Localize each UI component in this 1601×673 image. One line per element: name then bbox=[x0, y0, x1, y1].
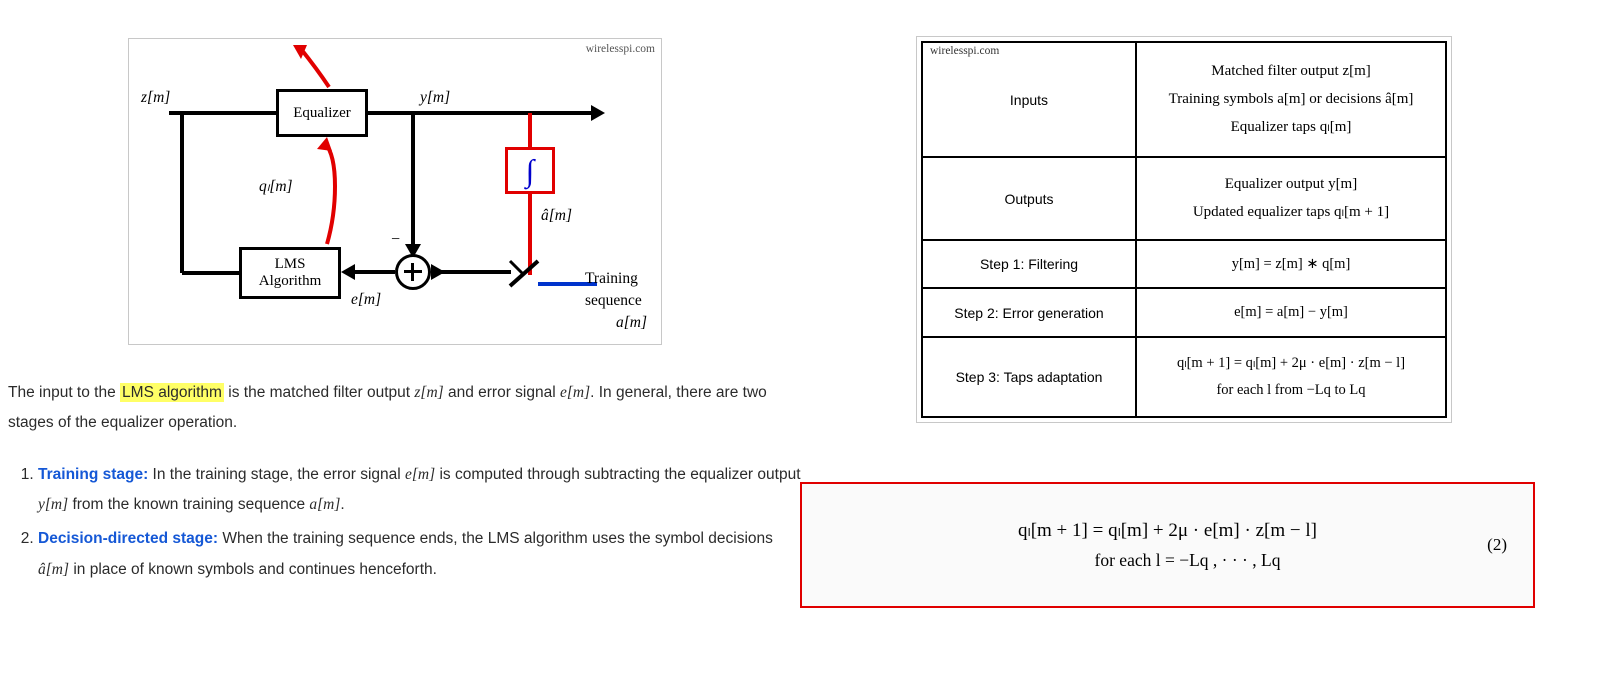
summing-junction-icon bbox=[395, 254, 431, 290]
table-row bbox=[922, 157, 1446, 239]
list-item bbox=[38, 524, 808, 584]
lms-block bbox=[239, 247, 341, 299]
label-output-y: y[m] bbox=[420, 89, 451, 106]
list-item-text-b: in place of known symbols and continues henceforth. bbox=[69, 560, 437, 578]
highlighted-equation-box bbox=[800, 482, 1535, 608]
table-row-label: Step 2: Error generation bbox=[922, 288, 1136, 336]
stages-list bbox=[8, 460, 808, 589]
list-item-text-d: . bbox=[340, 496, 345, 514]
table-row-label: Step 3: Taps adaptation bbox=[922, 337, 1136, 417]
label-decision-ahat: â[m] bbox=[541, 207, 573, 224]
list-item-sym-a: â[m] bbox=[38, 560, 70, 578]
table-watermark: wirelesspi.com bbox=[927, 45, 1002, 57]
diagram-wires bbox=[129, 39, 663, 346]
table-row-value: e[m] = a[m] − y[m] bbox=[1136, 288, 1446, 336]
table-cell-line: Matched filter output z[m] bbox=[1211, 63, 1371, 80]
table-cell-line: Equalizer output y[m] bbox=[1224, 175, 1358, 192]
label-taps-q: qₗ[m] bbox=[259, 178, 293, 195]
label-training-2: sequence bbox=[585, 292, 642, 309]
label-training-1: Training bbox=[585, 270, 638, 287]
figure-watermark: wirelesspi.com bbox=[585, 43, 655, 55]
lms-label-line2: Algorithm bbox=[258, 273, 322, 289]
list-item-text-b: is computed through subtracting the equalizer output bbox=[435, 466, 801, 483]
equation-line-2: for each l = −Lq , · · · , Lq bbox=[1094, 550, 1281, 571]
label-error-e: e[m] bbox=[351, 291, 382, 308]
slicer-glyph-icon: ∫ bbox=[525, 152, 535, 188]
paragraph-pre: The input to the bbox=[8, 384, 121, 401]
list-item-text-a: In the training stage, the error signal bbox=[148, 466, 406, 483]
table-row bbox=[922, 288, 1446, 336]
table-cell-line: Training symbols a[m] or decisions â[m] bbox=[1168, 90, 1414, 107]
table-row bbox=[922, 42, 1446, 157]
table-row-label: Step 1: Filtering bbox=[922, 240, 1136, 288]
table-row-label: Outputs bbox=[922, 157, 1136, 239]
label-training-symbol-a: a[m] bbox=[616, 314, 648, 331]
list-item-text-c: from the known training sequence bbox=[68, 496, 310, 514]
table-row bbox=[922, 337, 1446, 417]
list-item-title: Training stage: bbox=[38, 466, 149, 483]
slicer-block bbox=[505, 147, 555, 194]
equalizer-block bbox=[276, 89, 368, 137]
paragraph-symbol-z: z[m] bbox=[414, 384, 444, 401]
list-item bbox=[38, 460, 808, 520]
table-row-value bbox=[1136, 337, 1446, 417]
equation-body bbox=[802, 516, 1533, 574]
label-input-z: z[m] bbox=[141, 89, 171, 106]
block-diagram-figure bbox=[128, 38, 662, 345]
equation-line-1: qₗ[m + 1] = qₗ[m] + 2μ · e[m] · z[m − l] bbox=[1018, 519, 1317, 541]
list-item-sym-c: a[m] bbox=[309, 496, 341, 514]
table-row-label: Inputs bbox=[922, 42, 1136, 157]
table-cell-line: Updated equalizer taps qₗ[m + 1] bbox=[1192, 203, 1390, 220]
list-item-title: Decision-directed stage: bbox=[38, 530, 219, 548]
lms-label-line1: LMS bbox=[274, 256, 306, 273]
table-cell-line: Equalizer taps qₗ[m] bbox=[1230, 118, 1352, 135]
highlighted-term: LMS algorithm bbox=[122, 384, 222, 401]
list-item-sym-a: e[m] bbox=[405, 466, 436, 483]
label-minus-sign: − bbox=[391, 231, 401, 248]
table-cell-line: for each l from −Lq to Lq bbox=[1216, 381, 1366, 398]
paragraph-symbol-e: e[m] bbox=[559, 384, 591, 401]
paragraph-end: . In general, there are two stages of the equalizer operation. bbox=[8, 384, 767, 432]
table-row-value bbox=[1136, 42, 1446, 157]
paragraph-mid2: and error signal bbox=[443, 384, 560, 401]
lms-spec-table bbox=[921, 41, 1447, 418]
table-row-value bbox=[1136, 157, 1446, 239]
list-item-text-a: When the training sequence ends, the LMS algorithm uses the symbol decisions bbox=[218, 530, 773, 548]
equalizer-block-label: Equalizer bbox=[293, 104, 351, 121]
lms-block-label bbox=[259, 256, 322, 290]
lms-spec-table-panel bbox=[916, 36, 1452, 423]
paragraph-mid: is the matched filter output bbox=[223, 384, 415, 401]
table-row bbox=[922, 240, 1446, 288]
table-cell-line: qₗ[m + 1] = qₗ[m] + 2μ · e[m] · z[m − l] bbox=[1176, 355, 1406, 372]
equation-number: (2) bbox=[1487, 535, 1507, 554]
intro-paragraph bbox=[8, 378, 778, 438]
list-item-sym-b: y[m] bbox=[38, 496, 69, 514]
table-row-value: y[m] = z[m] ∗ q[m] bbox=[1136, 240, 1446, 288]
